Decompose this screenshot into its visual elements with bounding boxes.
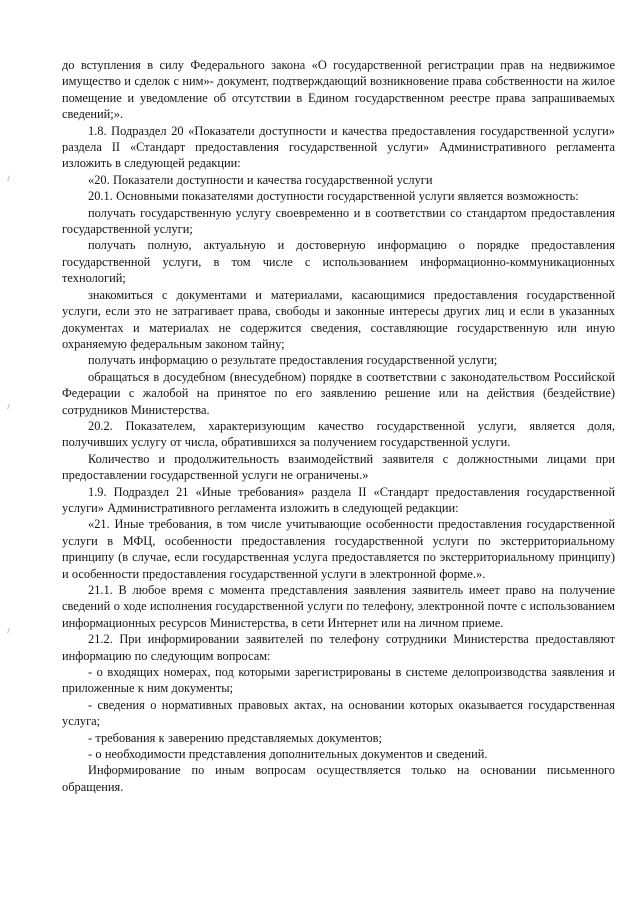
paragraph-continuation: до вступления в силу Федерального закона «О государственной регистрации прав на недвижимое имущество и сделок с ним»- документ, подтверждающий возникновение права собственности на жилое помещение и уведомление об отсутствии в Едином государственном реестре права запрашиваемых сведений;».	[62, 58, 615, 122]
paragraph-21-2: 21.2. При информировании заявителей по телефону сотрудники Министерства предоставляют информацию по следующим вопросам:	[62, 632, 615, 663]
document-page	[62, 57, 615, 795]
paragraph-closing: Информирование по иным вопросам осуществляется только на основании письменного обращения.	[62, 763, 615, 794]
scan-mark	[7, 403, 13, 410]
paragraph-item: обращаться в досудебном (внесудебном) порядке в соответствии с законодательством Российской Федерации с жалобой на принятое по его заявлению решение или на действия (бездействие) сотрудников Министерства.	[62, 369, 615, 417]
scan-mark	[7, 175, 13, 182]
paragraph-item: получать информацию о результате предоставления государственной услуги;	[88, 353, 498, 368]
paragraph-list-item: - о необходимости представления дополнительных документов и сведений.	[88, 747, 488, 762]
paragraph-1-8: 1.8. Подраздел 20 «Показатели доступности и качества предоставления государственной услуги» раздела II «Стандарт предоставления государственной услуги» Административного регламента изложить в следующей редакции:	[62, 123, 615, 171]
paragraph-1-9: 1.9. Подраздел 21 «Иные требования» раздела II «Стандарт предоставления государственной услуги» Административного регламента изложить в следующей редакции:	[62, 484, 615, 515]
paragraph-section-21: «21. Иные требования, в том числе учитывающие особенности предоставления государственной услуги в МФЦ, особенности предоставления государственной услуги по экстерриториальному принципу (в случае, если государственная услуга предоставляется по экстерриториальному принципу) и особенности предоставления государственной услуги в электронной форме.».	[62, 517, 615, 581]
paragraph-20-2: 20.2. Показателем, характеризующим качество государственной услуги, является доля, получивших услугу от числа, обратившихся за получением государственной услуги.	[62, 418, 615, 450]
paragraph-interactions: Количество и продолжительность взаимодействий заявителя с должностными лицами при предоставлении государственной услуги не ограничены.»	[62, 451, 615, 483]
paragraph-item: получать полную, актуальную и достоверную информацию о порядке предоставления государственной услуги, в том числе с использованием информационно-коммуникационных технологий;	[62, 238, 615, 286]
scan-mark	[7, 627, 13, 634]
paragraph-20-1: 20.1. Основными показателями доступности государственной услуги является возможность:	[88, 189, 579, 204]
paragraph-list-item: - о входящих номерах, под которыми зарегистрированы в системе делопроизводства заявления и приложенные к ним документы;	[62, 665, 615, 696]
paragraph-list-item: - сведения о нормативных правовых актах, на основании которых оказывается государственная услуга;	[62, 697, 615, 729]
paragraph-21-1: 21.1. В любое время с момента представления заявления заявитель имеет право на получение сведений о ходе исполнения государственной услуги по телефону, электронной почте с использованием информационных ресурсов Министерства, в сети Интернет или на личном приеме.	[62, 583, 615, 630]
paragraph-section-20-title: «20. Показатели доступности и качества государственной услуги	[88, 172, 433, 187]
paragraph-item: получать государственную услугу своевременно и в соответствии со стандартом предоставления государственной услуги;	[62, 205, 615, 237]
paragraph-item: знакомиться с документами и материалами, касающимися предоставления государственной услуги, если это не затрагивает права, свободы и законные интересы других лиц и если в указанных документах и материалах не содержится сведения, составляющие государственную или иную охраняемую федеральным законом тайну;	[62, 287, 615, 351]
paragraph-list-item: - требования к заверению представляемых документов;	[88, 730, 382, 745]
